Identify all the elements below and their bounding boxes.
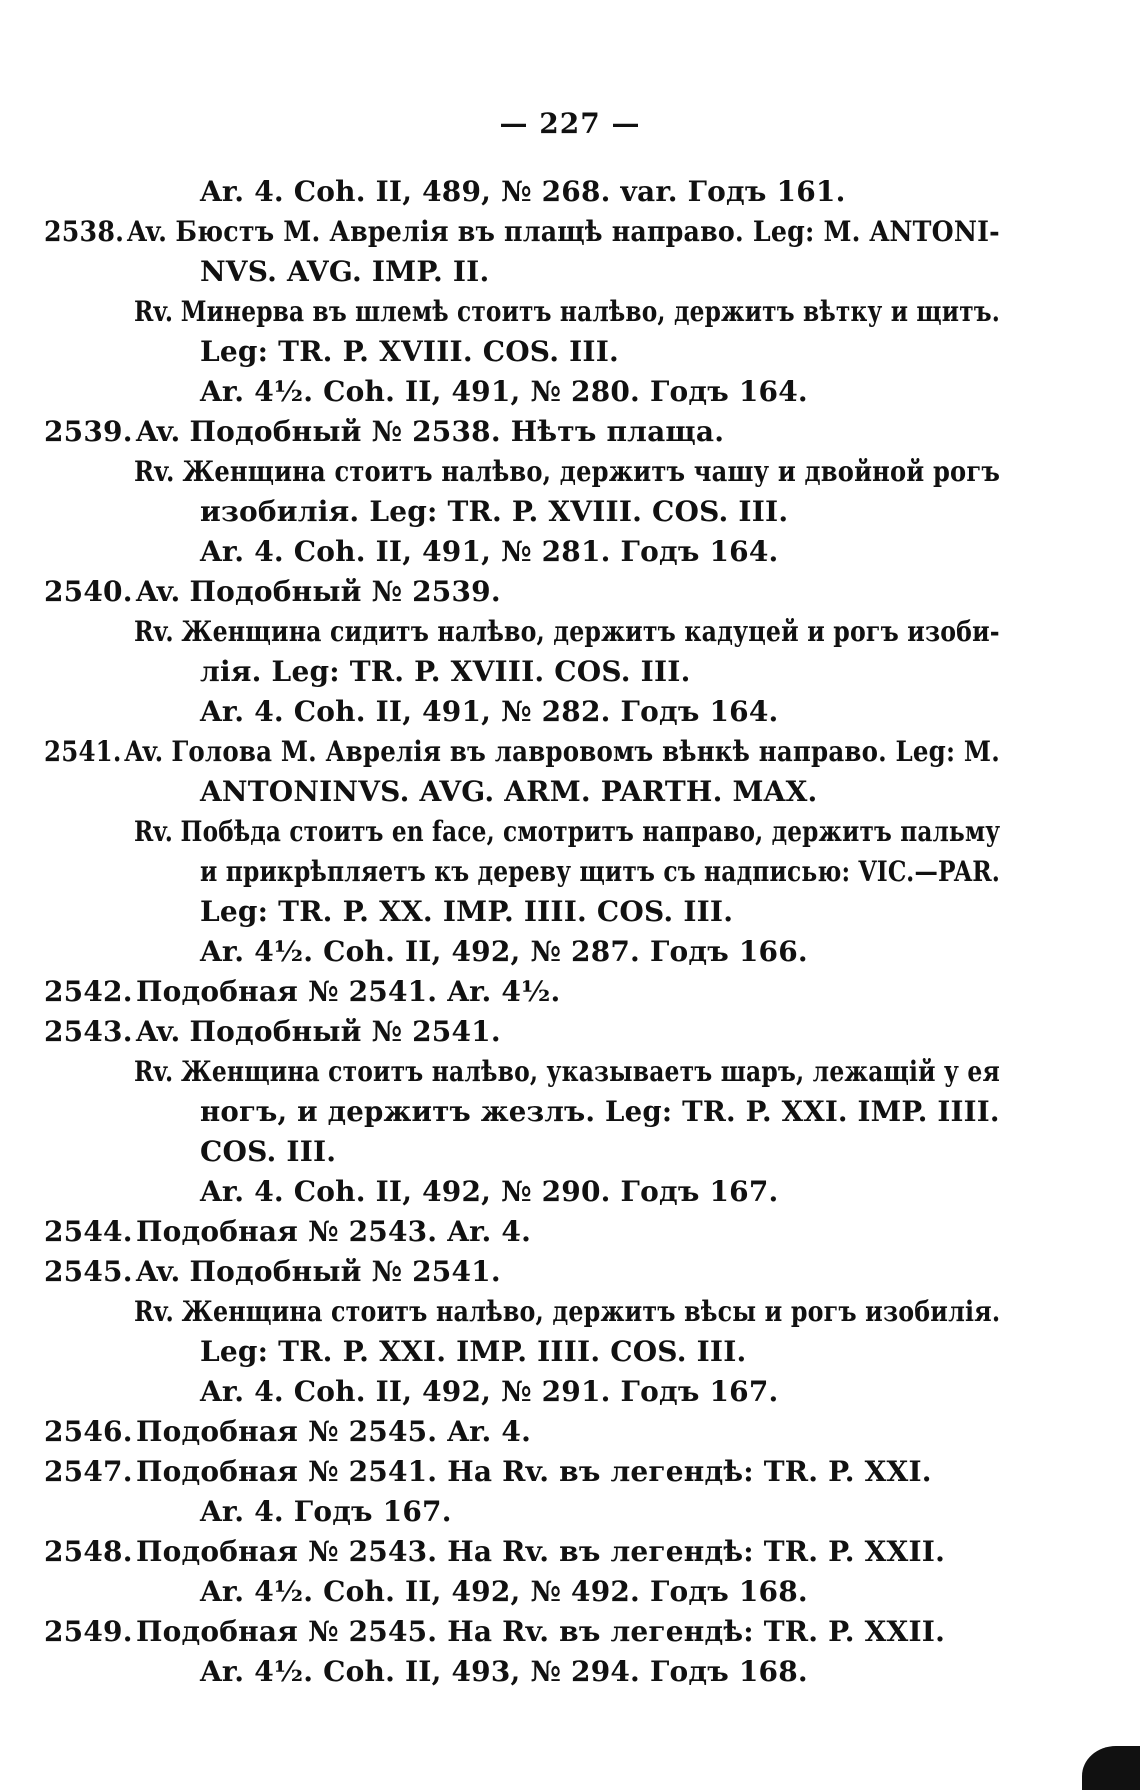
entry-text: Женщина стоитъ налѣво, держитъ вѣсы и рогъ изобилія. bbox=[181, 1295, 1001, 1328]
entry-continuation-line bbox=[200, 175, 846, 209]
side-label: Av. bbox=[127, 215, 168, 248]
entry-text: изобилія. Leg: TR. P. XVIII. COS. III. bbox=[200, 495, 789, 528]
entry-line bbox=[44, 215, 1000, 249]
entry-continuation-line bbox=[200, 855, 1000, 889]
entry-text: Подобный № 2541. bbox=[189, 1255, 501, 1288]
entry-text: Подобный № 2539. bbox=[189, 575, 501, 608]
entry-text: Leg: TR. P. XXI. IMP. IIII. COS. III. bbox=[200, 1335, 747, 1368]
entry-continuation-line bbox=[200, 895, 733, 929]
entry-text: Ar. 4. Годъ 167. bbox=[200, 1495, 452, 1528]
entry-line bbox=[44, 1455, 932, 1489]
entry-continuation-line bbox=[200, 1655, 808, 1689]
entry-text: Ar. 4. Coh. II, 489, № 268. var. Годъ 161. bbox=[200, 175, 846, 208]
ink-blot bbox=[1082, 1746, 1140, 1790]
side-label: Av. bbox=[136, 1255, 181, 1288]
entry-text: Ar. 4. Coh. II, 492, № 290. Годъ 167. bbox=[200, 1175, 779, 1208]
entry-text: Подобная № 2541. На Rv. въ легендѣ: TR. P. XXI. bbox=[136, 1455, 932, 1488]
entry-text: Женщина стоитъ налѣво, держитъ чашу и двойной рогъ bbox=[182, 455, 1001, 488]
entry-text: Ar. 4. Coh. II, 491, № 281. Годъ 164. bbox=[200, 535, 779, 568]
entry-continuation-line bbox=[200, 1335, 746, 1369]
entry-text: Подобный № 2538. Нѣтъ плаща. bbox=[189, 415, 725, 448]
entry-text: ANTONINVS. AVG. ARM. PARTH. MAX. bbox=[200, 775, 818, 808]
entry-line bbox=[44, 1015, 501, 1049]
entry-text: Ar. 4½. Coh. II, 491, № 280. Годъ 164. bbox=[200, 375, 808, 408]
entry-line bbox=[44, 975, 560, 1009]
entry-number: 2549. bbox=[44, 1615, 133, 1648]
entry-continuation-line bbox=[200, 1575, 808, 1609]
entry-number: 2541. bbox=[44, 735, 122, 768]
entry-number: 2544. bbox=[44, 1215, 133, 1248]
page-number: — 227 — bbox=[499, 107, 641, 140]
entry-text: Ar. 4. Coh. II, 491, № 282. Годъ 164. bbox=[200, 695, 779, 728]
entry-continuation-line bbox=[200, 775, 817, 809]
entry-text: Женщина сидитъ налѣво, держитъ кадуцей и рогъ изоби- bbox=[181, 615, 1000, 648]
entry-text: COS. III. bbox=[200, 1135, 337, 1168]
entry-number: 2545. bbox=[44, 1255, 133, 1288]
entry-text: Leg: TR. P. XX. IMP. IIII. COS. III. bbox=[200, 895, 734, 928]
entry-text: Подобная № 2543. Ar. 4. bbox=[136, 1215, 532, 1248]
side-label: Av. bbox=[136, 575, 181, 608]
entry-continuation-line bbox=[200, 335, 619, 369]
entry-text: ногъ, и держитъ жезлъ. Leg: TR. P. XXI. IMP. IIII. bbox=[200, 1095, 1000, 1128]
entry-number: 2542. bbox=[44, 975, 133, 1008]
entry-continuation-line bbox=[200, 375, 808, 409]
entry-number: 2547. bbox=[44, 1455, 133, 1488]
entry-text: Бюстъ М. Аврелія въ плащѣ направо. Leg: M. ANTONI- bbox=[175, 215, 1000, 248]
entry-continuation-line bbox=[200, 255, 489, 289]
entry-text: Побѣда стоитъ en face, смотритъ направо, держитъ пальму bbox=[180, 815, 1001, 848]
entry-line bbox=[44, 1255, 501, 1289]
entry-continuation-line bbox=[200, 1175, 778, 1209]
side-label: Rv. bbox=[134, 1295, 174, 1328]
entry-text: Голова М. Аврелія въ лавровомъ вѣнкѣ направо. Leg: M. bbox=[171, 735, 1000, 768]
entry-line bbox=[44, 1535, 945, 1569]
entry-text: Подобная № 2545. Ar. 4. bbox=[136, 1415, 532, 1448]
entry-number: 2548. bbox=[44, 1535, 133, 1568]
entry-continuation-line bbox=[134, 1295, 1000, 1329]
entry-line bbox=[44, 1615, 945, 1649]
entry-number: 2539. bbox=[44, 415, 133, 448]
entry-number: 2546. bbox=[44, 1415, 133, 1448]
side-label: Rv. bbox=[134, 295, 174, 328]
entry-text: Ar. 4½. Coh. II, 493, № 294. Годъ 168. bbox=[200, 1655, 808, 1688]
entry-text: лія. Leg: TR. P. XVIII. COS. III. bbox=[200, 655, 691, 688]
entry-continuation-line bbox=[200, 495, 788, 529]
side-label: Av. bbox=[136, 415, 181, 448]
entry-text: Подобный № 2541. bbox=[189, 1015, 501, 1048]
entry-continuation-line bbox=[200, 935, 808, 969]
entry-continuation-line bbox=[200, 695, 778, 729]
entry-text: Минерва въ шлемѣ стоитъ налѣво, держитъ вѣтку и щитъ. bbox=[180, 295, 1001, 328]
entry-text: Подобная № 2543. На Rv. въ легендѣ: TR. P. XXII. bbox=[136, 1535, 946, 1568]
entry-text: Женщина стоитъ налѣво, указываетъ шаръ, лежащій у ея bbox=[180, 1055, 1000, 1088]
entry-number: 2540. bbox=[44, 575, 133, 608]
entry-line bbox=[44, 1215, 531, 1249]
entry-text: Подобная № 2541. Ar. 4½. bbox=[136, 975, 561, 1008]
entry-continuation-line bbox=[134, 615, 1000, 649]
entry-continuation-line bbox=[200, 535, 778, 569]
side-label: Rv. bbox=[134, 1055, 174, 1088]
entry-continuation-line bbox=[200, 1375, 778, 1409]
entry-text: Leg: TR. P. XVIII. COS. III. bbox=[200, 335, 619, 368]
side-label: Av. bbox=[136, 1015, 181, 1048]
side-label: Av. bbox=[124, 735, 164, 768]
entry-continuation-line bbox=[134, 815, 1000, 849]
entry-text: Ar. 4. Coh. II, 492, № 291. Годъ 167. bbox=[200, 1375, 779, 1408]
entry-number: 2538. bbox=[44, 215, 125, 248]
entry-line bbox=[44, 1415, 531, 1449]
entry-continuation-line bbox=[200, 1495, 452, 1529]
entry-number: 2543. bbox=[44, 1015, 133, 1048]
entry-text: Ar. 4½. Coh. II, 492, № 492. Годъ 168. bbox=[200, 1575, 808, 1608]
side-label: Rv. bbox=[134, 615, 174, 648]
entry-text: Подобная № 2545. На Rv. въ легендѣ: TR. P. XXII. bbox=[136, 1615, 946, 1648]
entry-line bbox=[44, 575, 501, 609]
entry-text: NVS. AVG. IMP. II. bbox=[200, 255, 490, 288]
entry-continuation-line bbox=[134, 1055, 1000, 1089]
entry-continuation-line bbox=[134, 295, 1000, 329]
entry-continuation-line bbox=[134, 455, 1000, 489]
entry-continuation-line bbox=[200, 1095, 1000, 1129]
side-label: Rv. bbox=[134, 455, 175, 488]
entry-text: и прикрѣпляетъ къ дереву щитъ съ надписью: VIC.—PAR. bbox=[200, 855, 1001, 888]
entry-line bbox=[44, 415, 724, 449]
entry-text: Ar. 4½. Coh. II, 492, № 287. Годъ 166. bbox=[200, 935, 808, 968]
entry-line bbox=[44, 735, 1000, 769]
side-label: Rv. bbox=[134, 815, 173, 848]
entry-continuation-line bbox=[200, 1135, 336, 1169]
entry-continuation-line bbox=[200, 655, 691, 689]
